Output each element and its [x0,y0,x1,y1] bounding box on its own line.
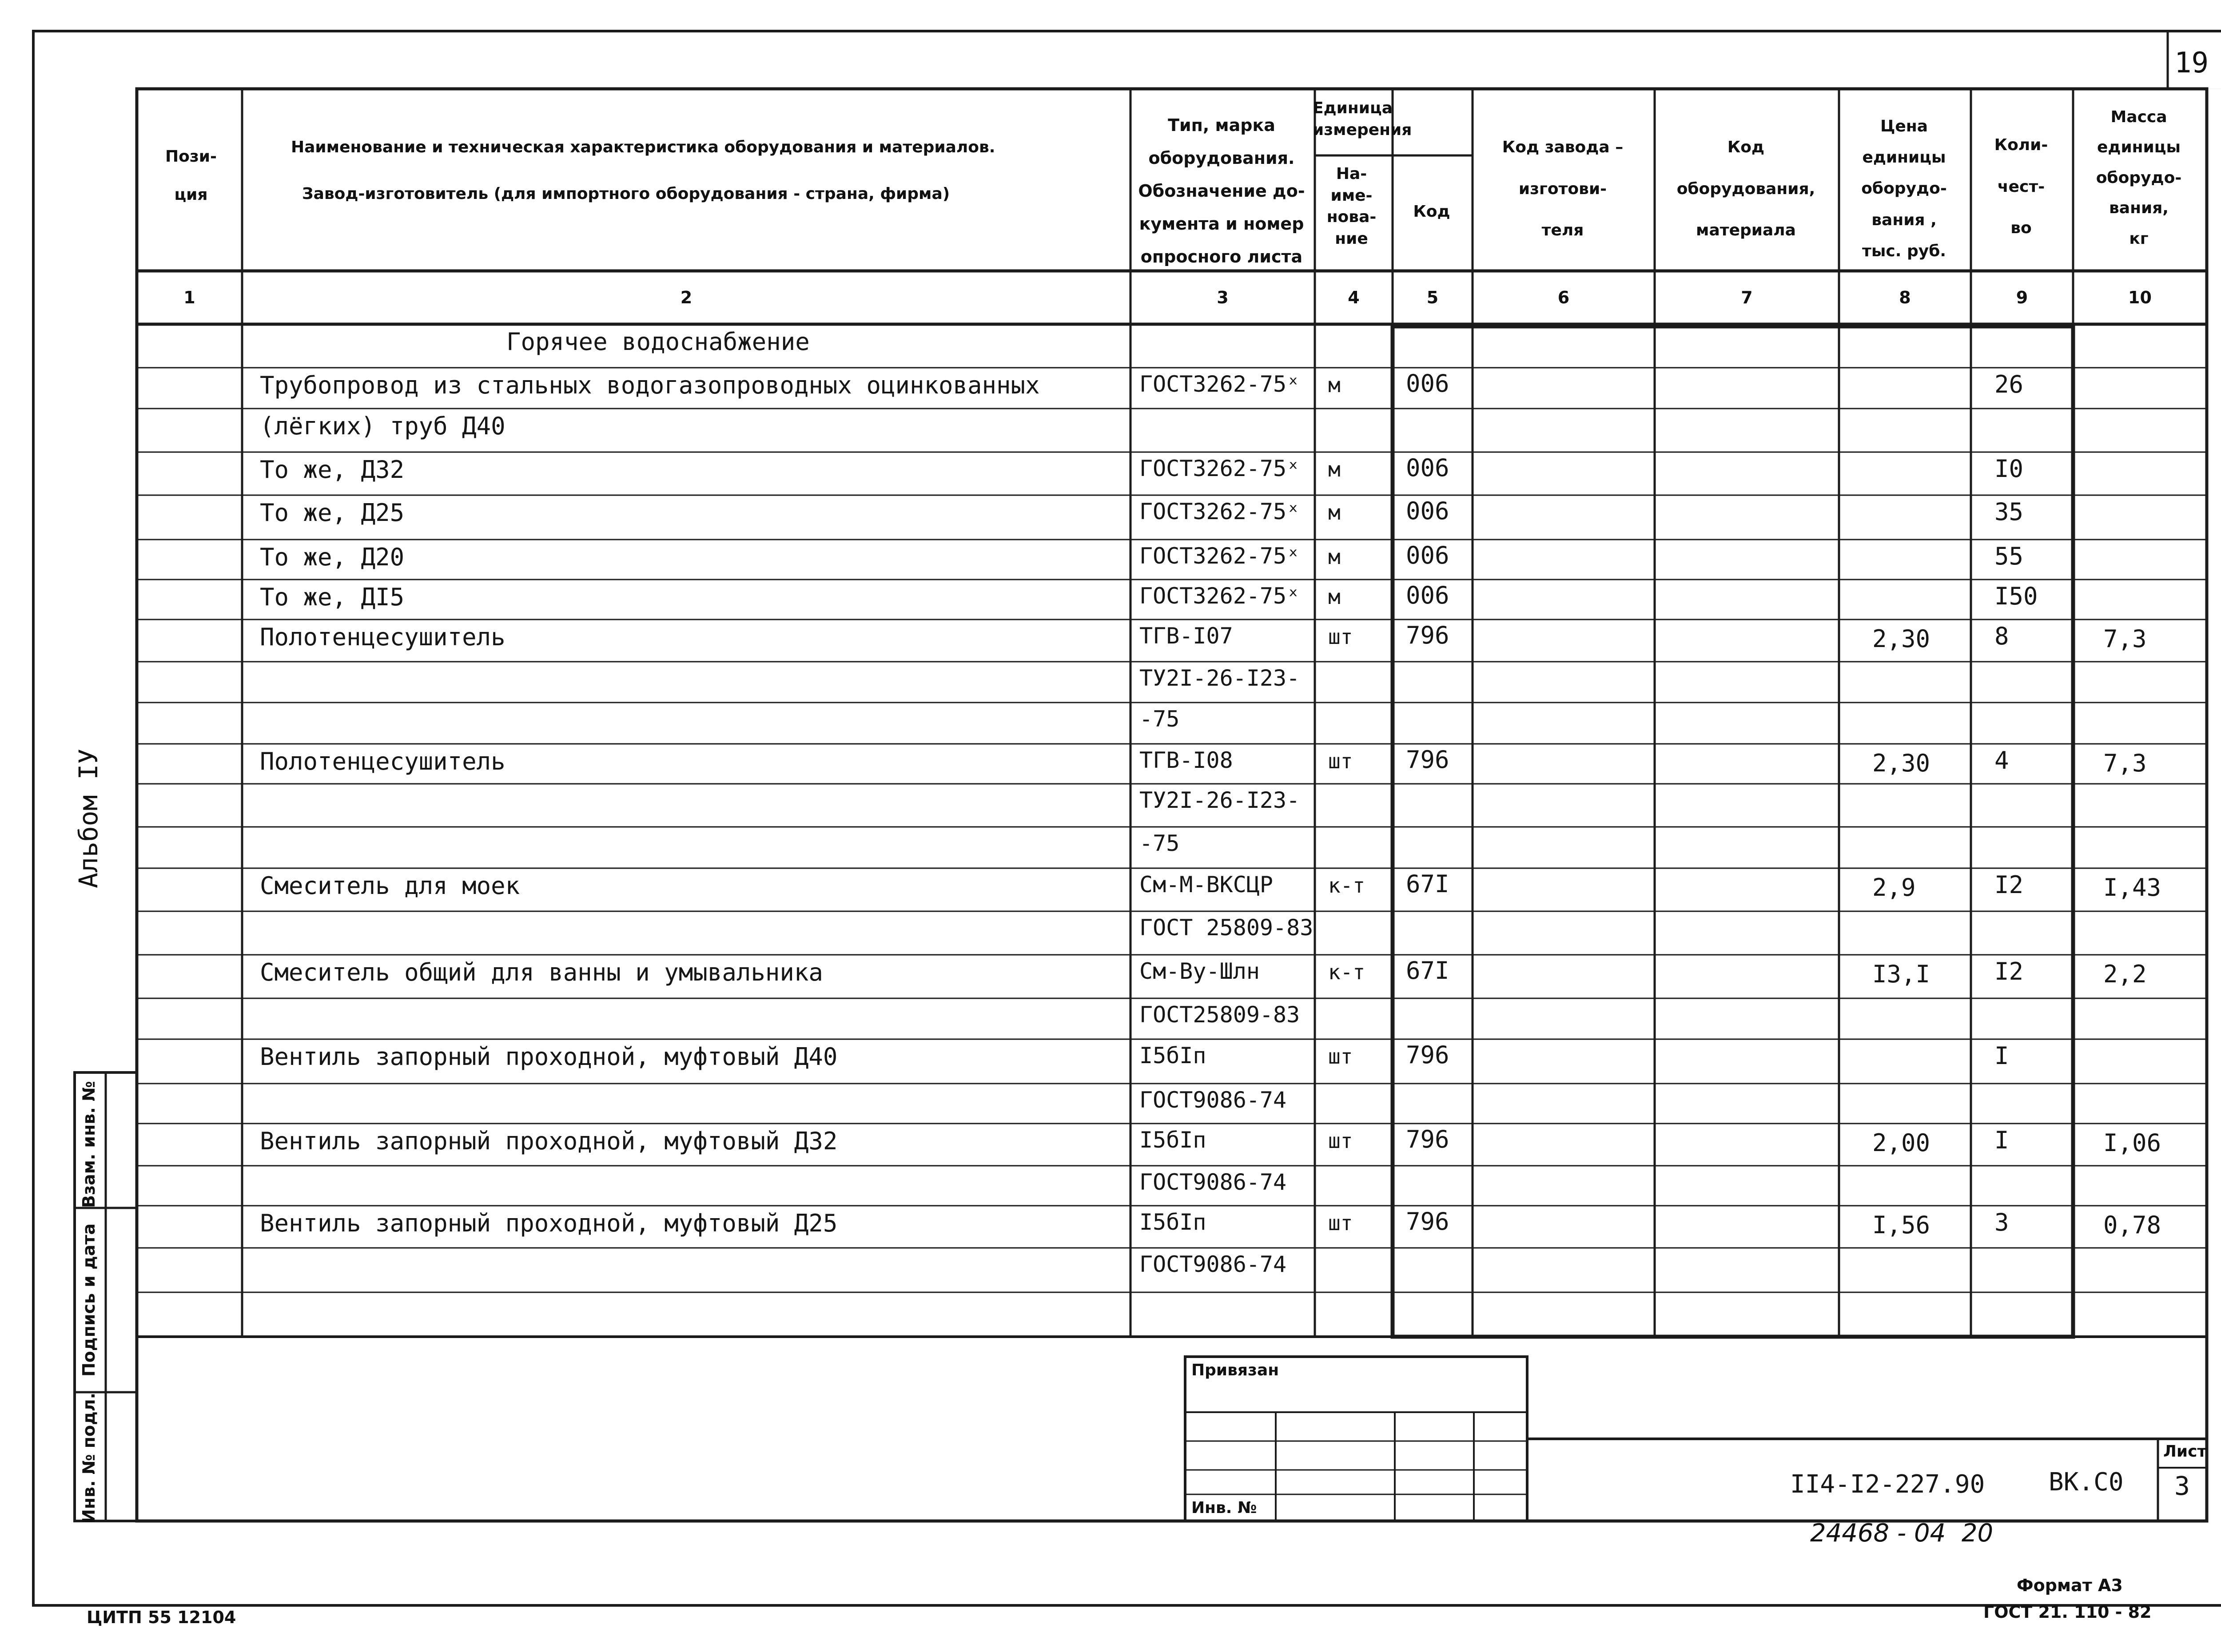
sheet-number: 3 [2174,1471,2190,1501]
item-mass: I,43 [2103,874,2161,901]
header-factory-code: Код завода – изготови- теля [1502,138,1624,240]
item-type: ГОСТ9086-74 [1139,1169,1287,1195]
header-name-line2: Завод-изготовитель (для импортного оборудования - страна, фирма) [302,185,950,203]
header-unit-name: На- име- нова- ние [1326,165,1377,248]
item-price: 2,00 [1872,1129,1930,1157]
item-mass: 0,78 [2103,1211,2161,1239]
item-name: Вентиль запорный проходной, муфтовый Д25 [260,1209,838,1237]
item-type: ГОСТ3262-75ˣ [1139,456,1300,481]
item-price: 2,30 [1872,749,1930,777]
item-unit: к-т [1328,874,1365,897]
item-name: То же, ДI5 [260,583,405,611]
item-name: Вентиль запорный проходной, муфтовый Д40 [260,1043,838,1071]
item-type: ГОСТ3262-75ˣ [1139,499,1300,524]
item-name: Вентиль запорный проходной, муфтовый Д32 [260,1127,838,1155]
item-name: Смеситель общий для ванны и умывальника [260,958,823,986]
item-mass: I,06 [2103,1129,2161,1157]
item-code: 796 [1406,746,1449,774]
item-type: I5бIп [1139,1043,1206,1068]
item-quantity: I [1994,1042,2009,1070]
item-name: Полотенцесушитель [260,623,505,651]
item-type: ТГВ-I08 [1139,747,1233,773]
item-unit: шт [1328,1129,1353,1153]
item-code: 006 [1406,581,1449,609]
header-quantity: Коли- чест- во [1994,136,2048,238]
podpis-data-label: Подпись и дата [79,1223,99,1377]
handwritten-number: 24468 - 04 20 [1810,1519,1994,1548]
footer-code: ЦИТП 55 12104 [87,1608,236,1627]
item-type: ТГВ-I07 [1139,623,1233,649]
header-price: Цена единицы оборудо- вания , тыс. руб. [1861,117,1947,260]
item-unit: м [1328,585,1341,609]
column-number: 7 [1741,288,1753,307]
item-price: 2,9 [1872,874,1916,901]
item-type: ГОСТ3262-75ˣ [1139,371,1300,397]
item-code: 006 [1406,541,1449,569]
item-name: То же, Д20 [260,543,405,571]
item-code: 67I [1406,957,1449,985]
item-type: ГОСТ9086-74 [1139,1251,1287,1277]
item-price: 2,30 [1872,625,1930,653]
item-unit: шт [1328,625,1353,649]
item-type: -75 [1139,706,1180,732]
item-code: 006 [1406,369,1449,397]
item-unit: м [1328,457,1341,481]
item-code: 796 [1406,621,1449,649]
inv-podl-label: Инв. № подл. [79,1392,99,1523]
item-type: См-М-ВКСЦР [1139,872,1274,897]
item-type: ГОСТ25809-83 [1139,1002,1300,1028]
item-quantity: I2 [1994,871,2024,899]
column-number: 4 [1348,288,1360,307]
column-number: 8 [1899,288,1911,307]
outer-sheet-frame [33,31,2221,1605]
document-mark: ВК.С0 [2049,1468,2124,1497]
item-type: I5бIп [1139,1127,1206,1153]
item-quantity: 55 [1994,542,2024,570]
sheet-corner-number: 19 [2174,47,2209,79]
column-number: 5 [1426,288,1439,307]
inv-no-label: Инв. № [1191,1499,1257,1517]
header-equipment-code: Код оборудования, материала [1676,138,1815,240]
item-price: I3,I [1872,960,1930,988]
item-code: 796 [1406,1125,1449,1153]
header-type: Тип, марка оборудования. Обозначение до- кумента и номер опросного листа [1138,115,1305,267]
vzam-inv-label: Взам. инв. № [79,1081,99,1208]
item-quantity: 35 [1994,498,2024,526]
item-quantity: 4 [1994,747,2009,774]
item-type: I5бIп [1139,1209,1206,1235]
item-mass: 7,3 [2103,749,2147,777]
header-name-line1: Наименование и техническая характеристика оборудования и материалов. [291,138,995,156]
gost-label: ГОСТ 21. 110 - 82 [1983,1602,2152,1622]
item-type: -75 [1139,830,1180,856]
column-number: 2 [680,288,693,307]
item-type: ГОСТ3262-75ˣ [1139,543,1300,569]
item-type: ГОСТ3262-75ˣ [1139,583,1300,609]
header-unit-code: Код [1413,203,1450,221]
item-type: ГОСТ 25809-83 [1139,915,1313,941]
item-type: ГОСТ9086-74 [1139,1087,1287,1113]
item-mass: 2,2 [2103,960,2147,988]
item-quantity: 8 [1994,622,2009,650]
item-quantity: 3 [1994,1208,2009,1236]
item-quantity: I0 [1994,455,2024,483]
header-unit-group: Единица измерения [1313,99,1412,139]
document-code: II4-I2-227.90 [1790,1470,1985,1499]
item-type: См-Ву-Шлн [1139,958,1260,984]
album-label: Альбом IУ [73,748,103,888]
privyazan-label: Привязан [1191,1361,1279,1379]
item-type: ТУ2I-26-I23- [1139,787,1300,813]
item-type: ТУ2I-26-I23- [1139,665,1300,691]
format-label: Формат А3 [2017,1576,2123,1595]
header-mass: Масса единицы оборудо- вания, кг [2096,108,2182,248]
item-code: 006 [1406,497,1449,525]
item-name: Трубопровод из стальных водогазопроводных оцинкованных [260,371,1040,399]
item-unit: м [1328,373,1341,397]
item-code: 006 [1406,454,1449,482]
column-number: 9 [2016,288,2028,307]
item-name: То же, Д25 [260,499,405,527]
item-quantity: I2 [1994,957,2024,985]
item-unit: шт [1328,749,1353,773]
column-number: 3 [1217,288,1229,307]
item-price: I,56 [1872,1211,1930,1239]
item-mass: 7,3 [2103,625,2147,653]
item-name: Горячее водоснабжение [506,328,810,356]
item-name: Смеситель для моек [260,872,520,900]
item-name: То же, Д32 [260,456,405,484]
header-position: Пози- ция [165,147,217,204]
item-code: 796 [1406,1207,1449,1235]
item-unit: к-т [1328,960,1365,984]
privyazan-box [1185,1357,1527,1521]
item-name: (лёгких) труб Д40 [260,412,505,440]
item-quantity: I [1994,1126,2009,1154]
item-code: 67I [1406,870,1449,898]
item-unit: м [1328,545,1341,569]
item-name: Полотенцесушитель [260,747,505,775]
column-number: 10 [2128,288,2152,307]
item-unit: шт [1328,1211,1353,1235]
item-unit: шт [1328,1044,1353,1068]
column-number: 6 [1557,288,1570,307]
sheet-label: Лист [2163,1442,2207,1461]
item-quantity: 26 [1994,370,2024,398]
item-unit: м [1328,500,1341,524]
column-number: 1 [183,288,195,307]
item-code: 796 [1406,1041,1449,1069]
item-quantity: I50 [1994,582,2038,610]
